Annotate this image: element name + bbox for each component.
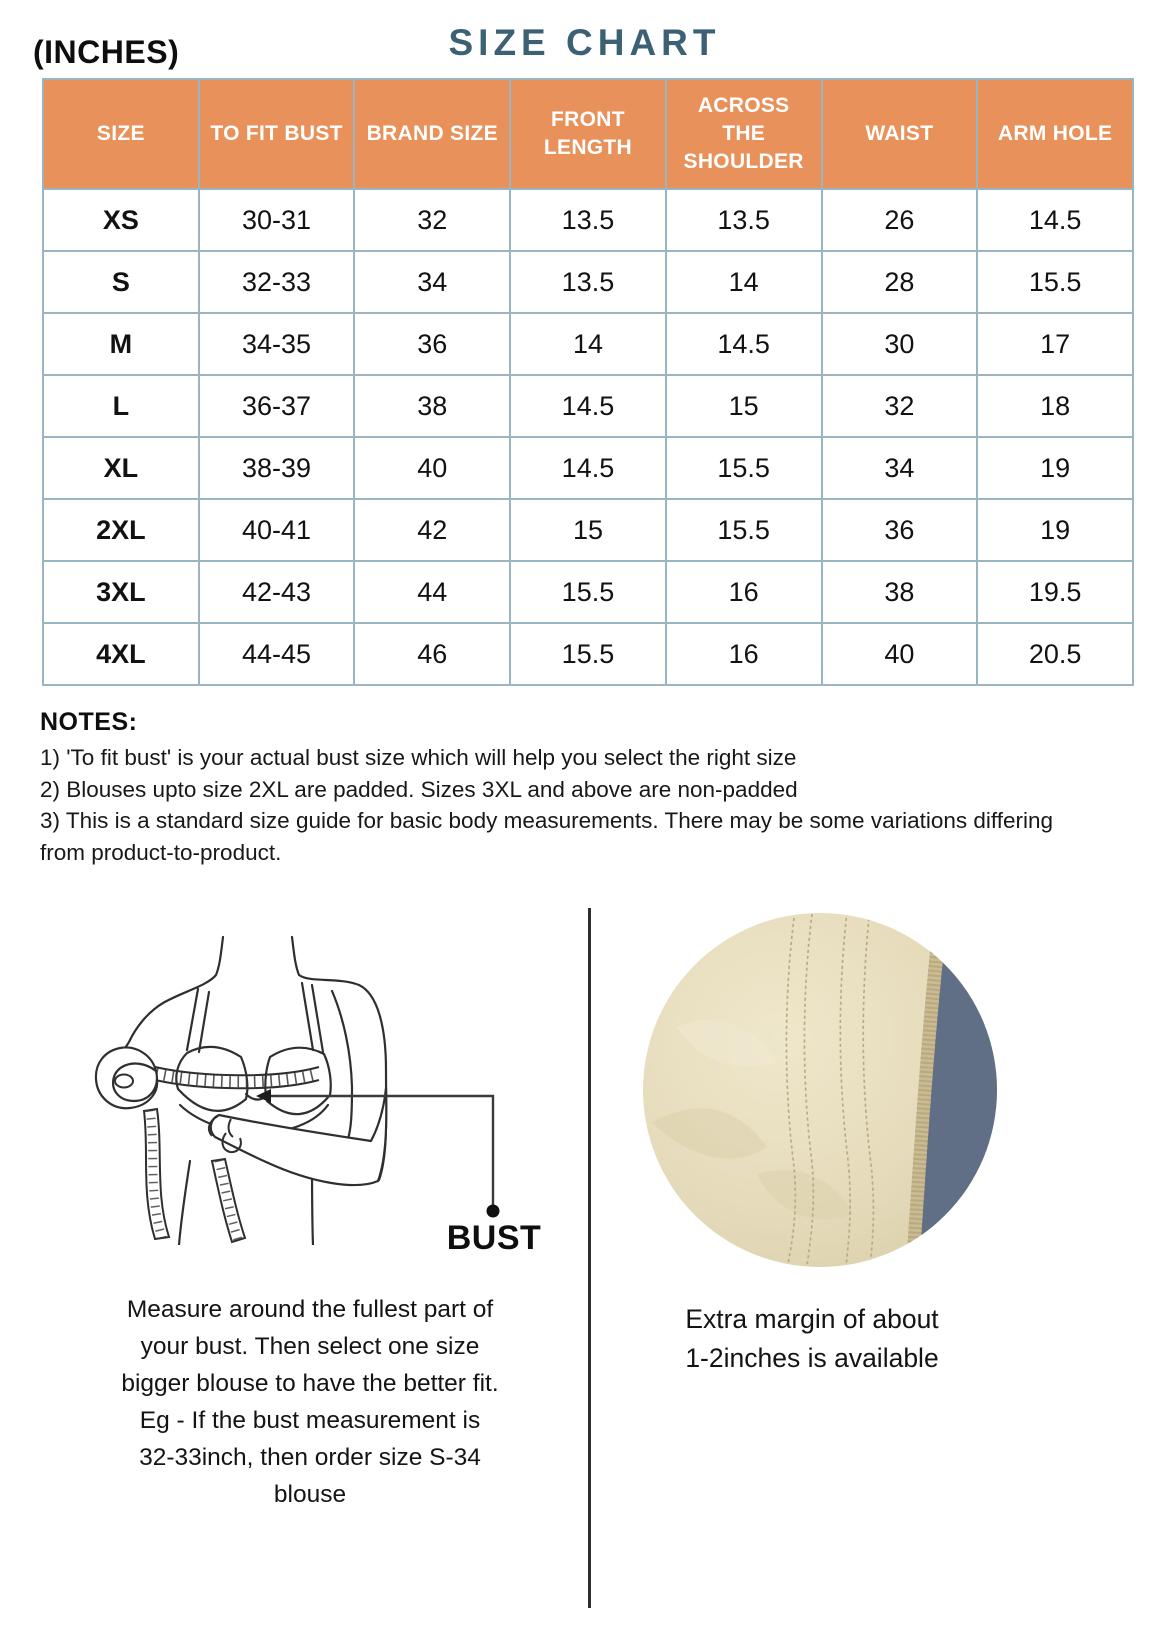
note-item: 1) 'To fit bust' is your actual bust size which will help you select the right size <box>40 745 797 770</box>
column-header-size: SIZE <box>43 79 199 189</box>
value-cell: 40 <box>354 437 510 499</box>
value-cell: 14 <box>666 251 822 313</box>
size-cell: XS <box>43 189 199 251</box>
table-row <box>43 313 1133 375</box>
column-header-arm-hole: ARM HOLE <box>977 79 1133 189</box>
value-cell: 46 <box>354 623 510 685</box>
column-header-front-length: FRONT LENGTH <box>510 79 666 189</box>
table-row <box>43 561 1133 623</box>
inner-arm-line <box>332 991 352 1139</box>
table-row <box>43 623 1133 685</box>
size-cell: 2XL <box>43 499 199 561</box>
value-cell: 13.5 <box>510 251 666 313</box>
value-cell: 38 <box>354 375 510 437</box>
value-cell: 36-37 <box>199 375 355 437</box>
hanging-tape <box>212 1159 245 1242</box>
size-cell: XL <box>43 437 199 499</box>
note-item: 3) This is a standard size guide for basic body measurements. There may be some variations differing from product-to-product. <box>40 808 1054 865</box>
value-cell: 20.5 <box>977 623 1133 685</box>
size-cell: 3XL <box>43 561 199 623</box>
caption-line: your bust. Then select one size <box>140 1333 480 1360</box>
value-cell: 28 <box>822 251 978 313</box>
table-row <box>43 375 1133 437</box>
measure-caption <box>58 1291 562 1513</box>
value-cell: 15.5 <box>510 623 666 685</box>
value-cell: 32 <box>822 375 978 437</box>
fabric-caption <box>612 1300 1012 1378</box>
size-cell: M <box>43 313 199 375</box>
value-cell: 14.5 <box>977 189 1133 251</box>
caption-line: 1-2inches is available <box>685 1343 939 1373</box>
caption-line: Eg - If the bust measurement is <box>139 1407 481 1434</box>
measuring-tape <box>155 1067 319 1088</box>
fabric-closeup-photo <box>642 912 998 1268</box>
value-cell: 15 <box>666 375 822 437</box>
value-cell: 14.5 <box>510 375 666 437</box>
vertical-divider <box>588 908 591 1608</box>
value-cell: 16 <box>666 561 822 623</box>
column-header-to-fit-bust: TO FIT BUST <box>199 79 355 189</box>
notes-heading: NOTES: <box>40 708 138 736</box>
header-row <box>43 79 1133 189</box>
value-cell: 42 <box>354 499 510 561</box>
value-cell: 13.5 <box>666 189 822 251</box>
value-cell: 15.5 <box>977 251 1133 313</box>
value-cell: 30-31 <box>199 189 355 251</box>
value-cell: 34 <box>354 251 510 313</box>
caption-line: 32-33inch, then order size S-34 <box>139 1444 481 1471</box>
value-cell: 44-45 <box>199 623 355 685</box>
size-cell: L <box>43 375 199 437</box>
value-cell: 16 <box>666 623 822 685</box>
value-cell: 38-39 <box>199 437 355 499</box>
arrow-left-icon <box>256 1089 271 1103</box>
value-cell: 30 <box>822 313 978 375</box>
bust-label: BUST <box>446 1219 542 1257</box>
caption-line: Measure around the fullest part of <box>126 1296 494 1323</box>
table-row <box>43 499 1133 561</box>
value-cell: 13.5 <box>510 189 666 251</box>
value-cell: 18 <box>977 375 1133 437</box>
bra-left-cup <box>176 1047 247 1111</box>
page-title: SIZE CHART <box>448 22 721 63</box>
notes-section <box>40 708 1100 868</box>
table-row <box>43 251 1133 313</box>
size-cell: S <box>43 251 199 313</box>
column-header-waist: WAIST <box>822 79 978 189</box>
value-cell: 40 <box>822 623 978 685</box>
note-item: 2) Blouses upto size 2XL are padded. Sizes 3XL and above are non-padded <box>40 776 798 802</box>
value-cell: 34 <box>822 437 978 499</box>
caption-line: bigger blouse to have the better fit. <box>121 1370 499 1397</box>
size-chart-table <box>42 78 1134 686</box>
table-row <box>43 189 1133 251</box>
value-cell: 14.5 <box>510 437 666 499</box>
value-cell: 19 <box>977 437 1133 499</box>
value-cell: 26 <box>822 189 978 251</box>
torso-left-line <box>179 1161 190 1245</box>
value-cell: 34-35 <box>199 313 355 375</box>
forearm <box>211 1088 387 1185</box>
bra-right-cup <box>265 1048 330 1114</box>
value-cell: 15.5 <box>666 499 822 561</box>
callout-dot <box>487 1205 500 1218</box>
caption-line: Extra margin of about <box>685 1304 939 1334</box>
column-header-across-shoulder: ACROSS THE SHOULDER <box>666 79 822 189</box>
value-cell: 19 <box>977 499 1133 561</box>
value-cell: 17 <box>977 313 1133 375</box>
value-cell: 14 <box>510 313 666 375</box>
bust-measurement-illustration <box>60 893 540 1245</box>
size-cell: 4XL <box>43 623 199 685</box>
value-cell: 15 <box>510 499 666 561</box>
value-cell: 44 <box>354 561 510 623</box>
value-cell: 32-33 <box>199 251 355 313</box>
value-cell: 19.5 <box>977 561 1133 623</box>
value-cell: 36 <box>822 499 978 561</box>
value-cell: 14.5 <box>666 313 822 375</box>
value-cell: 42-43 <box>199 561 355 623</box>
value-cell: 15.5 <box>510 561 666 623</box>
value-cell: 15.5 <box>666 437 822 499</box>
value-cell: 38 <box>822 561 978 623</box>
column-header-brand-size: BRAND SIZE <box>354 79 510 189</box>
value-cell: 36 <box>354 313 510 375</box>
table-row <box>43 437 1133 499</box>
value-cell: 32 <box>354 189 510 251</box>
caption-line: blouse <box>273 1481 347 1508</box>
value-cell: 40-41 <box>199 499 355 561</box>
unit-label: (INCHES) <box>33 34 180 70</box>
